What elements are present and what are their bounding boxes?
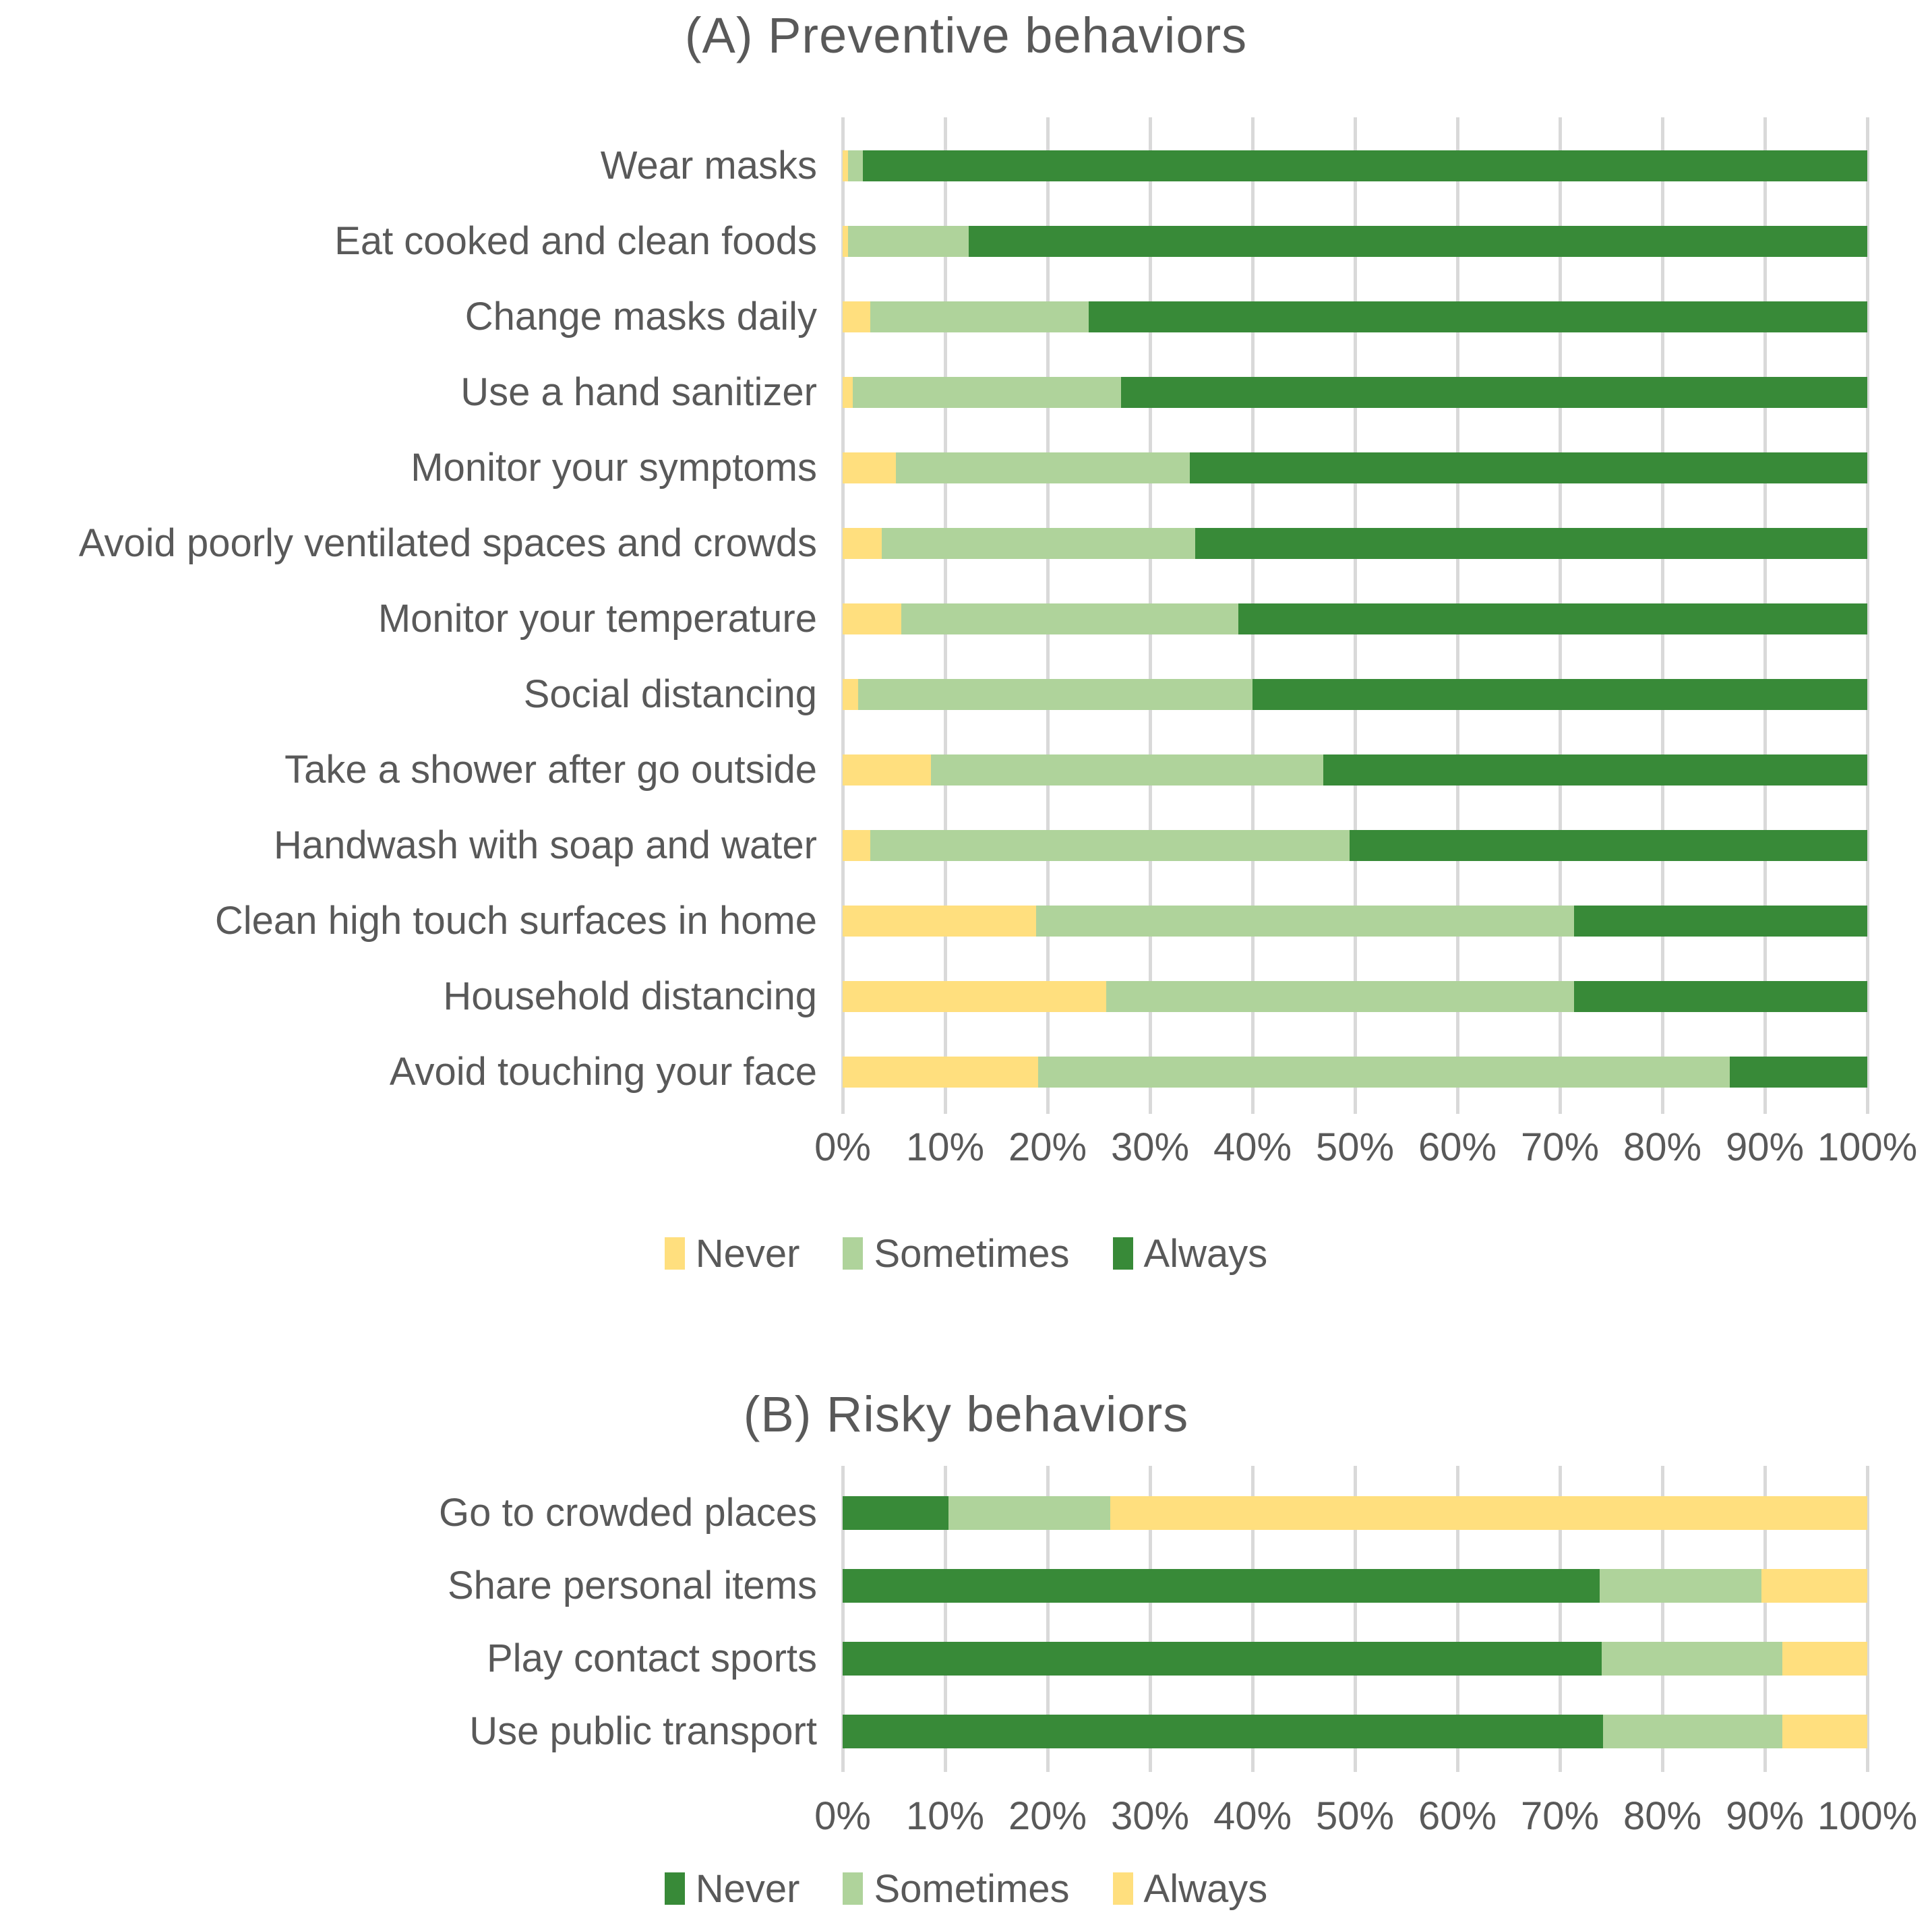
stacked-bar (843, 679, 1867, 710)
category-label: Monitor your temperature (378, 597, 817, 641)
x-tick-label: 50% (1315, 1125, 1395, 1169)
chart-a-legend (0, 1233, 1932, 1274)
bar-segment-sometimes (858, 679, 1252, 710)
stacked-bar (843, 528, 1867, 559)
stacked-bar (843, 301, 1867, 332)
bar-segment-always (1782, 1715, 1867, 1748)
bar-segment-always (1110, 1496, 1867, 1530)
bar-segment-never (843, 906, 1036, 937)
stacked-bar (843, 150, 1867, 181)
bar-segment-always (1350, 830, 1867, 861)
x-tick-label: 50% (1315, 1794, 1395, 1838)
legend-item-sometimes (843, 1231, 1069, 1276)
x-tick-label: 30% (1110, 1125, 1190, 1169)
category-row (0, 506, 1932, 581)
bar-segment-never (843, 528, 882, 559)
x-tick-label: 60% (1418, 1125, 1497, 1169)
x-tick-label: 20% (1008, 1125, 1087, 1169)
category-label: Monitor your symptoms (411, 446, 817, 490)
bar-segment-sometimes (848, 150, 864, 181)
stacked-bar (843, 377, 1867, 408)
bar-segment-never (843, 301, 870, 332)
stacked-bar (843, 1715, 1867, 1748)
x-tick-label: 60% (1418, 1794, 1497, 1838)
chart-risky-behaviors (0, 1322, 1932, 1925)
chart-a-title: (A) Preventive behaviors (684, 7, 1248, 63)
stacked-bar (843, 1496, 1867, 1530)
x-tick-label: 0% (814, 1125, 871, 1169)
category-row (0, 128, 1932, 204)
legend-item-never (665, 1231, 800, 1276)
stacked-bar (843, 906, 1867, 937)
category-label: Use public transport (469, 1709, 817, 1754)
legend-item-always (1113, 1231, 1268, 1276)
category-label: Play contact sports (487, 1636, 817, 1681)
bar-segment-sometimes (1106, 981, 1575, 1012)
bar-segment-always (863, 150, 1867, 181)
category-label: Use a hand sanitizer (460, 370, 817, 415)
category-row (0, 732, 1932, 808)
chart-b-legend (0, 1868, 1932, 1909)
stacked-bar (843, 603, 1867, 634)
bar-segment-sometimes (870, 301, 1089, 332)
bar-segment-sometimes (901, 603, 1238, 634)
category-label: Eat cooked and clean foods (334, 219, 817, 264)
legend-swatch-always (1113, 1872, 1133, 1905)
bar-segment-never (843, 1642, 1602, 1676)
category-label: Avoid poorly ventilated spaces and crowds (78, 521, 817, 566)
x-tick-label: 40% (1213, 1125, 1292, 1169)
legend-item-never (665, 1866, 800, 1912)
legend-swatch-always (1113, 1237, 1133, 1270)
x-tick-label: 0% (814, 1794, 871, 1838)
category-row (0, 279, 1932, 355)
legend-label: Sometimes (874, 1866, 1070, 1911)
chart-b-title: (B) Risky behaviors (743, 1386, 1189, 1442)
bar-segment-never (843, 377, 853, 408)
legend-item-sometimes (843, 1866, 1069, 1912)
category-label: Household distancing (443, 974, 817, 1019)
x-tick-label: 10% (905, 1125, 985, 1169)
x-tick-label: 70% (1520, 1125, 1600, 1169)
bar-segment-sometimes (931, 754, 1323, 786)
x-tick-label: 40% (1213, 1794, 1292, 1838)
chart-a-x-axis (0, 1125, 1932, 1172)
category-row (0, 1695, 1932, 1768)
bar-segment-always (1761, 1569, 1867, 1603)
bar-segment-never (843, 1057, 1038, 1088)
bar-segment-sometimes (1038, 1057, 1730, 1088)
category-row (0, 204, 1932, 279)
x-tick-label: 30% (1110, 1794, 1190, 1838)
bar-segment-sometimes (870, 830, 1350, 861)
category-label: Social distancing (523, 672, 817, 717)
legend-swatch-never (665, 1872, 685, 1905)
bar-segment-always (1574, 906, 1867, 937)
x-tick-label: 100% (1817, 1125, 1918, 1169)
bar-segment-sometimes (1603, 1715, 1782, 1748)
stacked-bar (843, 981, 1867, 1012)
bar-segment-never (843, 452, 896, 483)
bar-segment-sometimes (1036, 906, 1574, 937)
category-label: Handwash with soap and water (273, 823, 817, 868)
chart-b-plot-area (439, 1477, 1867, 1768)
bar-segment-sometimes (882, 528, 1195, 559)
category-row (0, 1622, 1932, 1695)
category-label: Share personal items (447, 1564, 817, 1608)
legend-label: Always (1143, 1866, 1268, 1911)
category-label: Change masks daily (464, 295, 817, 339)
bar-segment-always (1238, 603, 1867, 634)
category-label: Wear masks (600, 144, 817, 188)
x-tick-label: 20% (1008, 1794, 1087, 1838)
legend-swatch-never (665, 1237, 685, 1270)
bar-segment-never (843, 1715, 1603, 1748)
bar-segment-sometimes (848, 226, 969, 257)
bar-segment-always (1195, 528, 1867, 559)
legend-label: Never (695, 1866, 800, 1911)
category-row (0, 581, 1932, 657)
stacked-bar (843, 452, 1867, 483)
legend-label: Sometimes (874, 1231, 1070, 1276)
x-tick-label: 100% (1817, 1794, 1918, 1838)
bar-segment-always (1782, 1642, 1867, 1676)
bar-segment-never (843, 830, 870, 861)
x-tick-label: 80% (1623, 1125, 1702, 1169)
bar-segment-always (1121, 377, 1867, 408)
stacked-bar (843, 1057, 1867, 1088)
bar-segment-never (843, 226, 848, 257)
category-label: Clean high touch surfaces in home (214, 899, 817, 943)
legend-label: Always (1143, 1231, 1268, 1276)
bar-segment-never (843, 981, 1106, 1012)
bar-segment-always (969, 226, 1867, 257)
bar-segment-sometimes (948, 1496, 1110, 1530)
category-label: Avoid touching your face (389, 1050, 817, 1094)
x-tick-label: 80% (1623, 1794, 1702, 1838)
bar-segment-never (843, 150, 848, 181)
stacked-bar (843, 1642, 1867, 1676)
category-row (0, 808, 1932, 883)
bar-segment-never (843, 1569, 1600, 1603)
category-label: Take a shower after go outside (284, 748, 817, 792)
x-tick-label: 10% (905, 1794, 985, 1838)
category-row (0, 1034, 1932, 1110)
bar-segment-always (1089, 301, 1867, 332)
x-tick-label: 90% (1725, 1794, 1805, 1838)
bar-segment-sometimes (1602, 1642, 1782, 1676)
stacked-bar (843, 1569, 1867, 1603)
chart-a-plot-area (78, 128, 1867, 1110)
category-row (0, 355, 1932, 430)
category-row (0, 883, 1932, 959)
x-tick-label: 90% (1725, 1125, 1805, 1169)
bar-segment-always (1574, 981, 1867, 1012)
stacked-bar (843, 830, 1867, 861)
legend-item-always (1113, 1866, 1268, 1912)
bar-segment-never (843, 1496, 948, 1530)
bar-segment-never (843, 603, 901, 634)
bar-segment-always (1730, 1057, 1867, 1088)
legend-swatch-sometimes (843, 1872, 863, 1905)
bar-segment-sometimes (1600, 1569, 1761, 1603)
bar-segment-never (843, 754, 931, 786)
x-tick-label: 70% (1520, 1794, 1600, 1838)
stacked-bar (843, 226, 1867, 257)
category-row (0, 430, 1932, 506)
category-label: Go to crowded places (439, 1491, 817, 1535)
legend-swatch-sometimes (843, 1237, 863, 1270)
bar-segment-always (1323, 754, 1867, 786)
category-row (0, 1477, 1932, 1549)
legend-label: Never (695, 1231, 800, 1276)
chart-b-x-axis (0, 1794, 1932, 1841)
bar-segment-always (1190, 452, 1867, 483)
bar-segment-sometimes (853, 377, 1121, 408)
category-row (0, 657, 1932, 732)
category-row (0, 959, 1932, 1034)
category-row (0, 1549, 1932, 1622)
bar-segment-never (843, 679, 858, 710)
stacked-bar (843, 754, 1867, 786)
bar-segment-always (1252, 679, 1867, 710)
bar-segment-sometimes (896, 452, 1190, 483)
